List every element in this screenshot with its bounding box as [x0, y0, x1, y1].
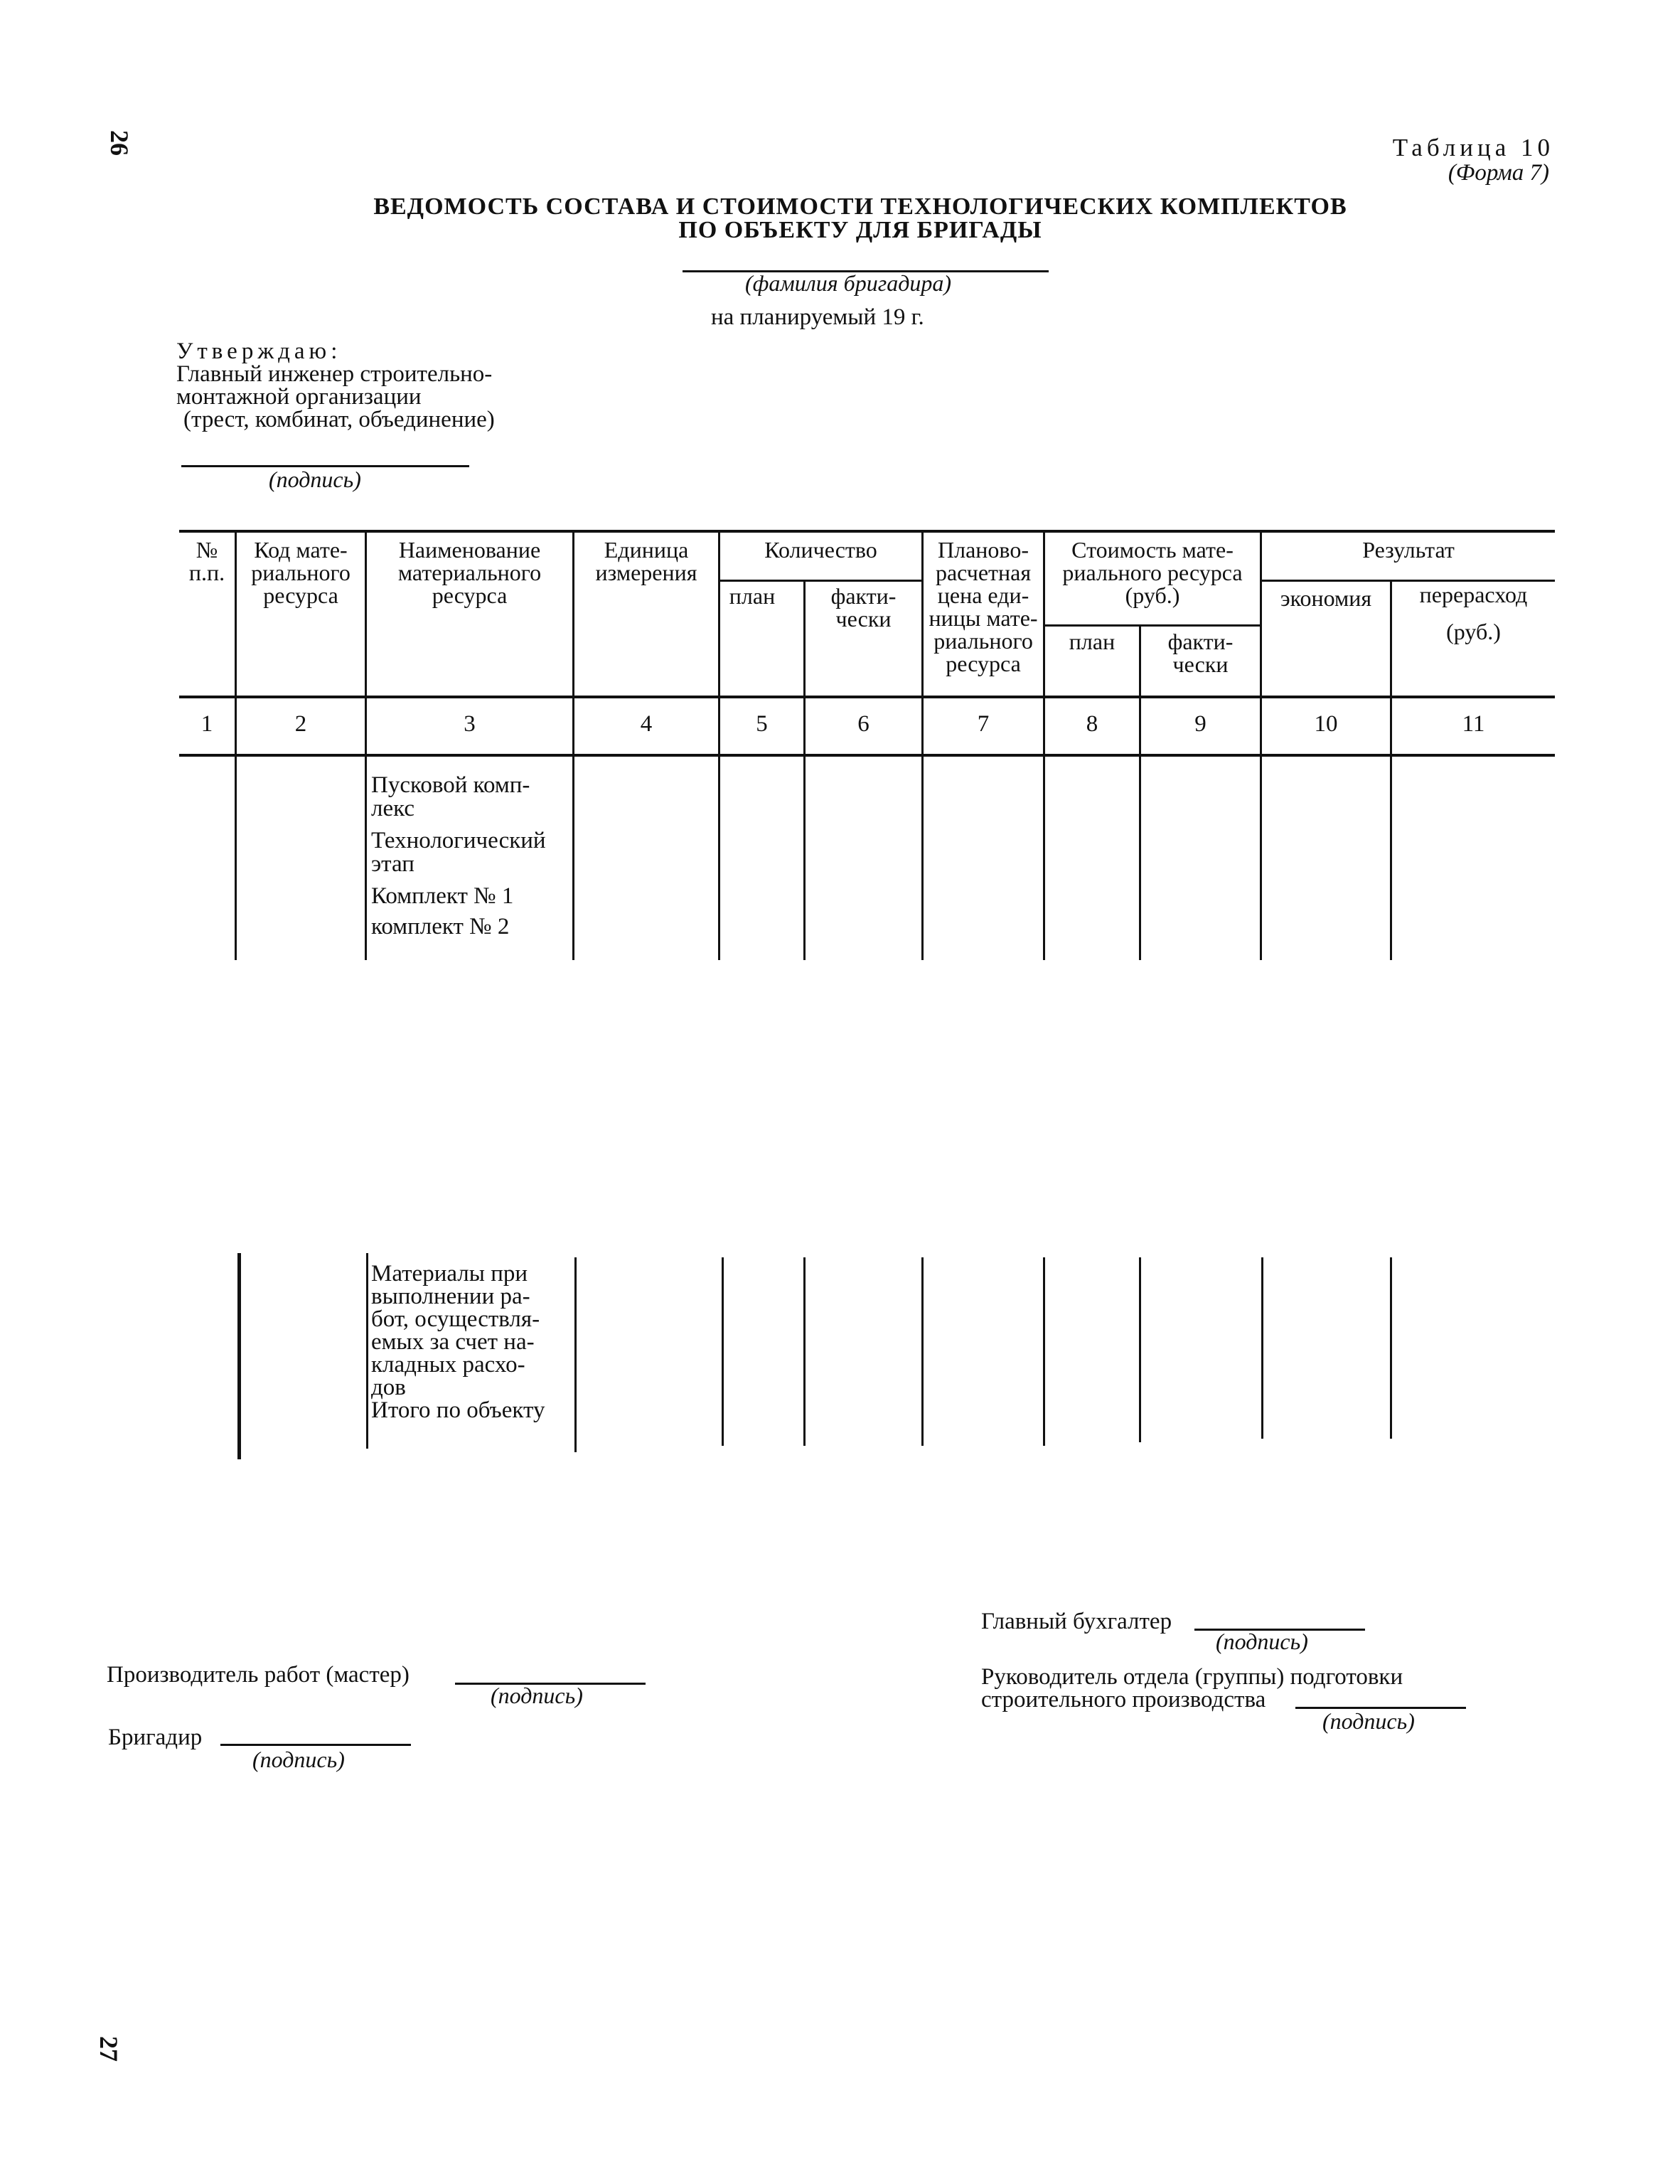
header-text: Код мате-	[254, 537, 348, 563]
header-text: Стоимость мате-	[1071, 537, 1234, 563]
body-col-divider	[1139, 756, 1141, 960]
header-bottom-border	[179, 696, 1555, 698]
list-item: Материалы при	[371, 1261, 528, 1287]
body-col-divider	[1390, 756, 1392, 960]
header-text: п.п.	[188, 560, 225, 585]
column-number: 6	[857, 711, 870, 737]
works-manager-label: Производитель работ (мастер)	[107, 1662, 410, 1688]
header-text: Планово-	[938, 537, 1029, 563]
approval-heading: Утверждаю:	[176, 339, 342, 364]
body-col-divider	[1139, 1257, 1141, 1442]
list-item: бот, осуществля-	[371, 1306, 540, 1332]
brigadier-caption: (подпись)	[252, 1747, 345, 1772]
document-title-line2: ПО ОБЪЕКТУ ДЛЯ БРИГАДЫ	[678, 217, 1042, 243]
column-number: 2	[294, 711, 307, 737]
list-item: Итого по объекту	[371, 1397, 545, 1423]
works-manager-caption: (подпись)	[491, 1683, 583, 1708]
list-item: Комплект № 1	[371, 883, 514, 909]
header-cost	[1045, 538, 1260, 607]
column-number: 3	[464, 711, 476, 737]
column-number: 7	[977, 711, 990, 737]
header-quantity-plan: план	[729, 583, 776, 609]
header-planned-price	[924, 538, 1043, 675]
body-col-divider	[237, 1253, 241, 1459]
body-col-divider	[365, 756, 367, 960]
header-text: чески	[835, 606, 892, 632]
brigadier-label: Бригадир	[108, 1725, 203, 1750]
body-col-divider	[235, 756, 237, 960]
body-col-divider	[1260, 756, 1262, 960]
header-material-code	[237, 538, 365, 607]
planned-year: на планируемый 19 г.	[711, 304, 924, 330]
header-text: измерения	[595, 560, 697, 585]
body-col-divider	[921, 1257, 924, 1446]
approval-line1: Главный инженер строительно-	[176, 361, 493, 387]
header-material-name	[367, 538, 572, 607]
items-upper	[371, 774, 572, 939]
list-item: кладных расхо-	[371, 1352, 525, 1378]
body-col-divider	[1043, 1257, 1045, 1446]
chief-accountant-label: Главный бухгалтер	[981, 1609, 1172, 1634]
header-text: расчетная	[935, 560, 1032, 585]
body-col-divider	[1261, 1257, 1263, 1439]
body-col-divider	[1043, 756, 1045, 960]
header-text: цена еди-	[937, 582, 1029, 608]
body-col-divider	[366, 1253, 368, 1449]
body-col-divider	[1390, 1257, 1392, 1439]
header-text: риального ресурса	[1062, 560, 1243, 585]
body-col-divider	[718, 756, 720, 960]
body-col-divider	[803, 756, 806, 960]
header-text: (руб.)	[1125, 582, 1180, 608]
approval-signature-caption: (подпись)	[269, 467, 361, 492]
header-subline-quantity	[718, 580, 921, 582]
column-number: 1	[200, 711, 213, 737]
number-row-bottom-border	[179, 754, 1555, 757]
column-number: 4	[640, 711, 653, 737]
list-item: выполнении ра-	[371, 1284, 530, 1309]
approval-line2: монтажной организации	[176, 384, 422, 410]
header-result: Результат	[1362, 537, 1455, 563]
header-result-unit: (руб.)	[1446, 619, 1501, 644]
header-subline-cost	[1043, 624, 1260, 627]
header-text: факти-	[830, 583, 897, 609]
column-number: 11	[1462, 711, 1485, 737]
list-item: Технологический	[371, 828, 546, 853]
list-item: лекс	[371, 796, 414, 821]
header-result-overrun: перерасход	[1419, 582, 1528, 607]
body-col-divider	[572, 756, 574, 960]
column-number: 10	[1314, 711, 1338, 737]
list-item: дов	[371, 1375, 406, 1400]
header-unit	[574, 538, 718, 584]
list-item: Пусковой комп-	[371, 772, 530, 798]
list-item: емых за счет на-	[371, 1329, 535, 1355]
header-quantity: Количество	[764, 537, 877, 563]
column-number: 9	[1194, 711, 1207, 737]
header-text: Наименование	[398, 537, 541, 563]
header-text: чески	[1172, 651, 1229, 677]
table-top-border	[179, 530, 1555, 533]
foreman-caption: (фамилия бригадира)	[745, 270, 952, 296]
form-number: (Форма 7)	[1448, 160, 1549, 186]
table-number: Таблица 10	[1392, 134, 1554, 161]
column-number: 5	[756, 711, 768, 737]
page-number-bottom: 27	[95, 2036, 123, 2062]
header-cost-fact	[1141, 630, 1260, 676]
header-text: Единица	[604, 537, 689, 563]
approval-line3: (трест, комбинат, объединение)	[183, 407, 495, 432]
header-text: факти-	[1167, 629, 1234, 654]
body-col-divider	[722, 1257, 724, 1446]
list-item: комплект № 2	[371, 914, 510, 939]
body-col-divider	[574, 1257, 577, 1452]
list-item: этап	[371, 851, 414, 877]
header-text: ресурса	[946, 651, 1021, 676]
page-number-top: 26	[105, 130, 134, 156]
brigadier-line	[220, 1744, 411, 1746]
header-text: риального	[933, 628, 1033, 654]
approval-block	[176, 340, 495, 431]
header-result-economy: экономия	[1280, 585, 1372, 611]
items-lower	[371, 1262, 572, 1422]
dept-head-caption: (подпись)	[1322, 1708, 1415, 1734]
body-col-divider	[921, 756, 924, 960]
header-cost-plan: план	[1069, 629, 1115, 654]
chief-accountant-caption: (подпись)	[1216, 1629, 1308, 1654]
header-text: ницы мате-	[929, 605, 1038, 631]
header-text: №	[196, 537, 218, 563]
header-text: риального	[251, 560, 351, 585]
header-text: ресурса	[263, 582, 338, 608]
header-text: ресурса	[432, 582, 508, 608]
body-col-divider	[803, 1257, 806, 1446]
dept-head-line2: строительного производства	[981, 1687, 1266, 1712]
dept-head-line1: Руководитель отдела (группы) подготовки	[981, 1664, 1403, 1690]
document-title-line1: ВЕДОМОСТЬ СОСТАВА И СТОИМОСТИ ТЕХНОЛОГИЧЕСКИХ КОМПЛЕКТОВ	[373, 193, 1347, 220]
column-number: 8	[1086, 711, 1098, 737]
header-quantity-fact	[806, 585, 921, 630]
header-text: материального	[397, 560, 542, 585]
header-row-number	[179, 538, 235, 584]
